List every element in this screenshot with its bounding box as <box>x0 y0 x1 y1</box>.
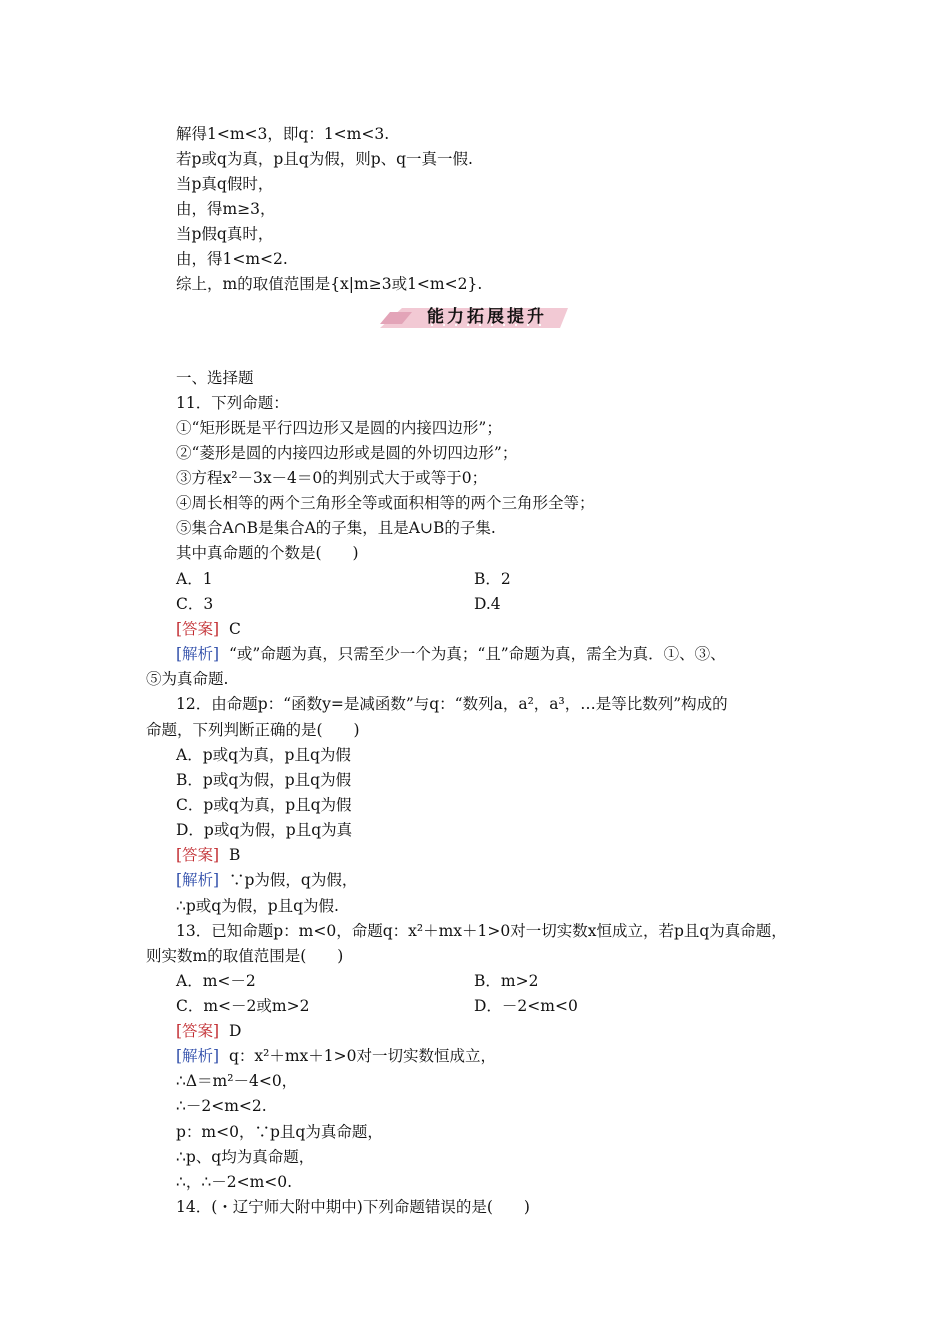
text-line: 综上，m的取值范围是{x|m≥3或1<m<2}. <box>176 275 483 293</box>
answer-value: D <box>228 1022 242 1040</box>
option-d: D.4 <box>474 595 501 613</box>
option-d: D．－2<m<0 <box>474 997 578 1015</box>
answer-line <box>176 1021 241 1041</box>
question-stem: 14．(・辽宁师大附中期中)下列命题错误的是( ) <box>176 1198 530 1216</box>
list-item: ①“矩形既是平行四边形又是圆的内接四边形”； <box>176 419 502 437</box>
section-banner <box>372 298 572 336</box>
analysis-text: q：x²＋mx＋1>0对一切实数恒成立， <box>228 1047 496 1065</box>
text-line: 当p假q真时， <box>176 225 274 243</box>
analysis-text: ∵p为假，q为假， <box>228 871 358 889</box>
answer-value: C <box>228 620 241 638</box>
option-b: B．2 <box>474 570 511 588</box>
analysis-line <box>176 644 726 664</box>
option-c: C．p或q为真，p且q为假 <box>176 796 352 814</box>
analysis-line <box>176 870 357 890</box>
analysis-text: ∴p或q为假，p且q为假. <box>176 897 339 915</box>
text-line: 若p或q为真，p且q为假，则p、q一真一假. <box>176 150 473 168</box>
question-stem: 命题，下列判断正确的是( ) <box>146 721 360 739</box>
analysis-text: ∴，∴－2<m<0. <box>176 1173 293 1191</box>
option-c: C．3 <box>176 595 214 613</box>
question-ask: 其中真命题的个数是( ) <box>176 544 359 562</box>
answer-tag: [答案] <box>176 1022 220 1040</box>
option-a: A．1 <box>176 570 213 588</box>
analysis-text: ∴－2<m<2. <box>176 1097 267 1115</box>
analysis-text: “或”命题为真，只需至少一个为真；“且”命题为真，需全为真．①、③、 <box>228 645 726 663</box>
question-stem: 则实数m的取值范围是( ) <box>146 947 344 965</box>
list-item: ②“菱形是圆的内接四边形或是圆的外切四边形”； <box>176 444 518 462</box>
option-c: C．m<－2或m>2 <box>176 997 310 1015</box>
option-a: A．p或q为真，p且q为假 <box>176 746 351 764</box>
question-stem: 13．已知命题p：m<0，命题q：x²＋mx＋1>0对一切实数x恒成立，若p且q为真命题， <box>176 922 787 940</box>
question-stem: 11．下列命题： <box>176 394 289 412</box>
answer-tag: [答案] <box>176 620 220 638</box>
section-title: 一、选择题 <box>176 369 254 387</box>
question-stem: 12．由命题p：“函数y=是减函数”与q：“数列a，a²，a³，…是等比数列”构成的 <box>176 695 728 713</box>
list-item: ⑤集合A∩B是集合A的子集，且是A∪B的子集. <box>176 519 496 537</box>
list-item: ④周长相等的两个三角形全等或面积相等的两个三角形全等； <box>176 494 595 512</box>
analysis-text: ∴p、q均为真命题， <box>176 1148 315 1166</box>
analysis-line <box>176 1046 496 1066</box>
text-line: 由，得m≥3， <box>176 200 276 218</box>
analysis-tag: [解析] <box>176 871 220 889</box>
text-line: 当p真q假时， <box>176 175 274 193</box>
option-b: B．p或q为假，p且q为假 <box>176 771 352 789</box>
answer-tag: [答案] <box>176 846 220 864</box>
answer-value: B <box>228 846 241 864</box>
answer-line <box>176 619 241 639</box>
analysis-tag: [解析] <box>176 645 220 663</box>
analysis-tag: [解析] <box>176 1047 220 1065</box>
text-line: 解得1<m<3，即q：1<m<3. <box>176 125 390 143</box>
list-item: ③方程x²－3x－4＝0的判别式大于或等于0； <box>176 469 488 487</box>
option-d: D．p或q为假，p且q为真 <box>176 821 353 839</box>
analysis-text: p：m<0，∵p且q为真命题， <box>176 1123 383 1141</box>
option-a: A．m<－2 <box>176 972 256 990</box>
option-b: B．m>2 <box>474 972 539 990</box>
answer-line <box>176 845 240 865</box>
text-line: 由，得1<m<2. <box>176 250 288 268</box>
banner-title: 能力拓展提升 <box>427 307 547 327</box>
analysis-text: ∴Δ＝m²－4<0， <box>176 1072 298 1090</box>
analysis-text: ⑤为真命题. <box>146 670 229 688</box>
